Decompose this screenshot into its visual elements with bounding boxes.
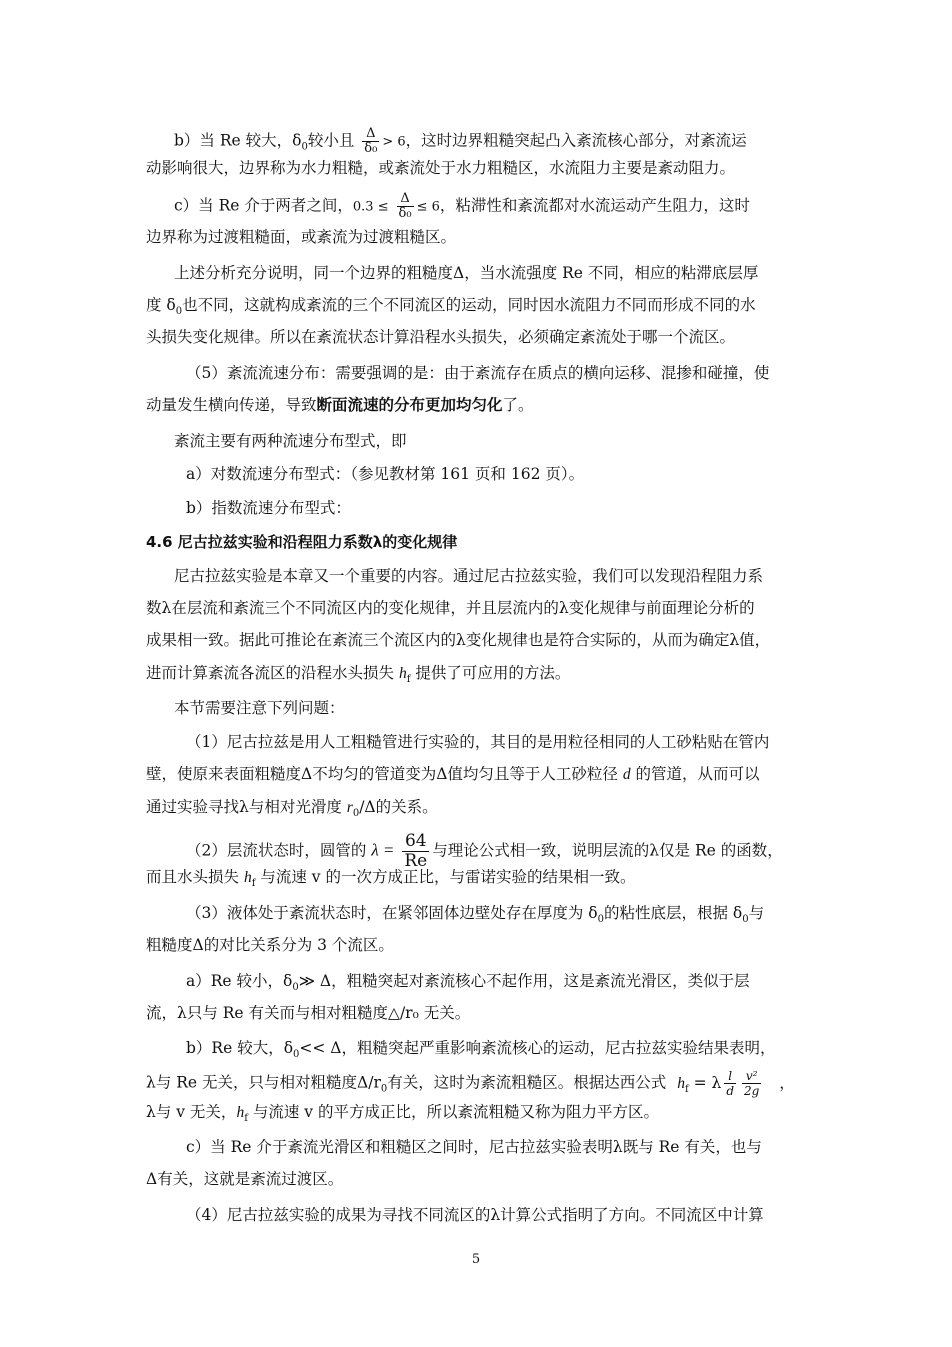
para-c-transition: c）当 Re 介于两者之间，0.3 ≤ $\frac{\Delta}{\text{δ₀}}$ ≤ 6，粘滞性和紊流都对水流运动产生阻力，这时 xyxy=(174,191,750,221)
formula-64-over-re: $\frac{64}{Re}$ xyxy=(404,831,428,871)
formula-darcy: $h_f = \lambda$ $\frac{l}{d}$ $\frac{\text{v²}}{2g}$ xyxy=(677,1069,760,1098)
text-line: （1）尼古拉兹是用人工粗糙管进行实验的，其目的是用粒径相同的人工砂粘贴在管内 xyxy=(186,733,770,751)
text-line: 本节需要注意下列问题： xyxy=(174,699,345,717)
text-line: c）当 Re 介于紊流光滑区和粗糙区之间时，尼古拉兹实验表明λ既与 Re 有关，也与 xyxy=(186,1138,762,1156)
para-b-rough: b）当 Re 较大，$\delta_0$较小且 $\frac{\Delta}{\text{δ₀}}$ > 6，这时边界粗糙突起凸入紊流核心部分，对紊流运 xyxy=(174,126,747,156)
text-line: a）对数流速分布型式：（参见教材第 161 页和 162 页）。 xyxy=(186,465,585,483)
para-laminar: （2）层流状态时，圆管的 λ = $\frac{64}{Re}$ 与理论公式相一致，说明层流的λ仅是 Re 的函数， xyxy=(186,831,783,871)
text-line: b）Re 较大，$\delta_0<< \Delta$，粗糙突起严重影响紊流核心的运动，尼古拉兹实验结果表明， xyxy=(186,1039,776,1061)
text-line: 头损失变化规律。所以在紊流状态计算沿程水头损失，必须确定紊流处于哪一个流区。 xyxy=(146,328,736,346)
text-line: （5）紊流流速分布：需要强调的是：由于紊流存在质点的横向运移、混掺和碰撞，使 xyxy=(186,364,770,382)
text-line: 成果相一致。据此可推论在紊流三个流区内的λ变化规律也是符合实际的，从而为确定λ值， xyxy=(146,631,771,649)
text-line: 紊流主要有两种流速分布型式，即 xyxy=(174,432,407,450)
formula-delta-over-delta0-2: $\frac{\Delta}{\text{δ₀}}$ xyxy=(398,191,412,221)
text-line: a）Re 较小，$\delta_0≫$ Δ，粗糙突起对紊流核心不起作用，这是紊流光滑区，类似于层 xyxy=(186,972,750,994)
text-line: 上述分析充分说明，同一个边界的粗糙度Δ，当水流强度 Re 不同，相应的粘滞底层厚 xyxy=(174,264,759,282)
text-line: 数λ在层流和紊流三个不同流区内的变化规律，并且层流内的λ变化规律与前面理论分析的 xyxy=(146,599,755,617)
text-line: 尼古拉兹实验是本章又一个重要的内容。通过尼古拉兹实验，我们可以发现沿程阻力系 xyxy=(174,567,764,585)
text-line: 动影响很大，边界称为水力粗糙，或紊流处于水力粗糙区，水流阻力主要是紊动阻力。 xyxy=(146,159,736,177)
text-line: 流，λ只与 Re 有关而与相对粗糙度△/r₀ 无关。 xyxy=(146,1004,471,1022)
text-line: 度 $\delta_0$也不同，这就构成紊流的三个不同流区的运动，同时因水流阻力不同而形成不同的水 xyxy=(146,296,756,318)
text-line: （3）液体处于紊流状态时，在紧邻固体边壁处存在厚度为 $\delta_0$的粘性底层，根据 $\delta_0$与 xyxy=(186,904,765,926)
text-line: （4）尼古拉兹实验的成果为寻找不同流区的λ计算公式指明了方向。不同流区中计算 xyxy=(186,1206,764,1224)
text-line: 动量发生横向传递，导致断面流速的分布更加均匀化了。 xyxy=(146,395,534,414)
text-line: b）指数流速分布型式： xyxy=(186,499,351,517)
text-line: 进而计算紊流各流区的沿程水头损失 $h_f$ 提供了可应用的方法。 xyxy=(146,664,571,686)
page-number: 5 xyxy=(471,1252,481,1267)
para-darcy: λ与 Re 无关，只与相对粗糙度$\Delta/r_0$有关，这时为紊流粗糙区。根据达西公式 $h_f = \lambda$ $\frac{l}{d}$ $\frac{\text{v²}}{2g}$ ， xyxy=(146,1069,795,1098)
text-line: 粗糙度Δ的对比关系分为 3 个流区。 xyxy=(146,936,394,954)
text-line: Δ有关，这就是紊流过渡区。 xyxy=(146,1170,344,1188)
section-heading: 4.6 尼古拉兹实验和沿程阻力系数λ的变化规律 xyxy=(146,533,458,551)
text-line: 边界称为过渡粗糙面，或紊流为过渡粗糙区。 xyxy=(146,228,457,246)
formula-delta-over-delta0: $\frac{\Delta}{\text{δ₀}}$ xyxy=(364,126,378,156)
text-line: 壁，使原来表面粗糙度Δ不均匀的管道变为Δ值均匀且等于人工砂粒径 d 的管道，从而可以 xyxy=(146,765,760,783)
text-line: 而且水头损失 $h_f$ 与流速 v 的一次方成正比，与雷诺实验的结果相一致。 xyxy=(146,868,636,890)
text-line: 通过实验寻找λ与相对光滑度 $r_0/\Delta$的关系。 xyxy=(146,798,438,820)
text-line: λ与 v 无关，$h_f$ 与流速 v 的平方成正比，所以紊流粗糙又称为阻力平方区。 xyxy=(146,1103,659,1125)
